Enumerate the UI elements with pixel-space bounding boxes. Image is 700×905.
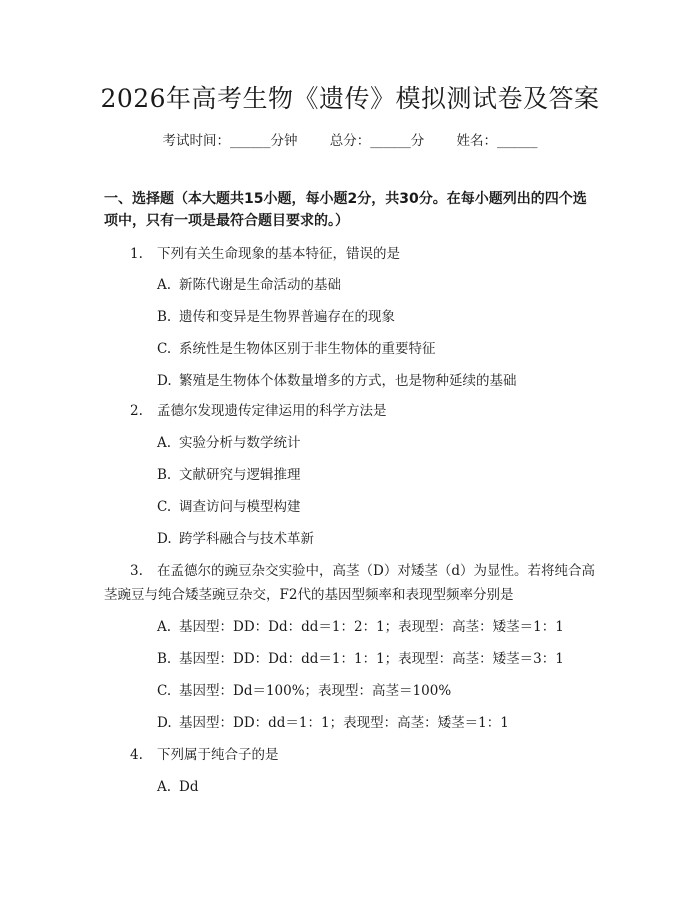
option-letter: C. (157, 341, 172, 357)
question-3 (130, 560, 595, 582)
option-letter: B. (157, 467, 172, 483)
option-2d (157, 528, 314, 550)
question-number: 3. (130, 563, 143, 579)
option-letter: A. (157, 435, 172, 451)
question-stem: 孟德尔发现遗传定律运用的科学方法是 (157, 403, 387, 419)
option-text: 实验分析与数学统计 (179, 435, 301, 451)
question-stem: 下列有关生命现象的基本特征，错误的是 (157, 246, 400, 262)
option-letter: A. (157, 619, 172, 635)
document-title: 2026年高考生物《遗传》模拟测试卷及答案 (100, 84, 600, 113)
total-score-field: 总分：______分 (329, 133, 425, 149)
section-header-line-1: 一、选择题（本大题共15小题，每小题2分，共30分。在每小题列出的四个选 (104, 191, 587, 207)
option-letter: A. (157, 779, 172, 795)
question-number: 4. (130, 747, 143, 763)
question-3-continuation: 茎豌豆与纯合矮茎豌豆杂交，F2代的基因型频率和表现型频率分别是 (104, 587, 514, 603)
option-1c (157, 338, 436, 360)
option-text: 系统性是生物体区别于非生物体的重要特征 (179, 341, 436, 357)
option-letter: B. (157, 651, 172, 667)
question-1 (130, 243, 400, 265)
question-stem-line-1: 在孟德尔的豌豆杂交实验中，高茎（D）对矮茎（d）为显性。若将纯合高 (157, 563, 595, 579)
option-2a (157, 432, 301, 454)
section-header (104, 188, 604, 232)
option-text: 基因型：Dd＝100%；表现型：高茎＝100% (179, 683, 452, 699)
option-text: 遗传和变异是生物界普遍存在的现象 (179, 309, 395, 325)
option-letter: C. (157, 499, 172, 515)
option-text: 基因型：DD：Dd：dd＝1：1：1；表现型：高茎：矮茎＝3：1 (179, 651, 564, 667)
exam-time-field: 考试时间：______分钟 (162, 133, 298, 149)
option-3a (157, 616, 564, 638)
option-1b (157, 306, 395, 328)
option-text: 繁殖是生物体个体数量增多的方式，也是物种延续的基础 (179, 373, 517, 389)
question-2 (130, 400, 387, 422)
option-text: 新陈代谢是生命活动的基础 (179, 277, 341, 293)
option-letter: D. (157, 715, 172, 731)
option-1d (157, 370, 517, 392)
option-text: 调查访问与模型构建 (179, 499, 301, 515)
option-text: 基因型：DD：Dd：dd＝1：2：1；表现型：高茎：矮茎＝1：1 (179, 619, 564, 635)
option-text: 跨学科融合与技术革新 (179, 531, 314, 547)
option-letter: D. (157, 373, 172, 389)
option-3c (157, 680, 451, 702)
option-2b (157, 464, 301, 486)
student-name-field: 姓名：______ (456, 133, 538, 149)
option-letter: B. (157, 309, 172, 325)
question-number: 1. (130, 246, 143, 262)
option-4a (157, 776, 198, 798)
option-3b (157, 648, 564, 670)
option-text: 文献研究与逻辑推理 (179, 467, 301, 483)
option-3d (157, 712, 509, 734)
exam-info-line (0, 131, 700, 151)
question-4 (130, 744, 279, 766)
option-1a (157, 274, 341, 296)
question-number: 2. (130, 403, 143, 419)
option-letter: C. (157, 683, 172, 699)
option-letter: D. (157, 531, 172, 547)
question-stem: 下列属于纯合子的是 (157, 747, 279, 763)
option-2c (157, 496, 301, 518)
section-header-line-2: 项中，只有一项是最符合题目要求的。） (104, 213, 349, 229)
option-letter: A. (157, 277, 172, 293)
option-text: Dd (179, 779, 199, 795)
option-text: 基因型：DD：dd＝1：1；表现型：高茎：矮茎＝1：1 (179, 715, 509, 731)
